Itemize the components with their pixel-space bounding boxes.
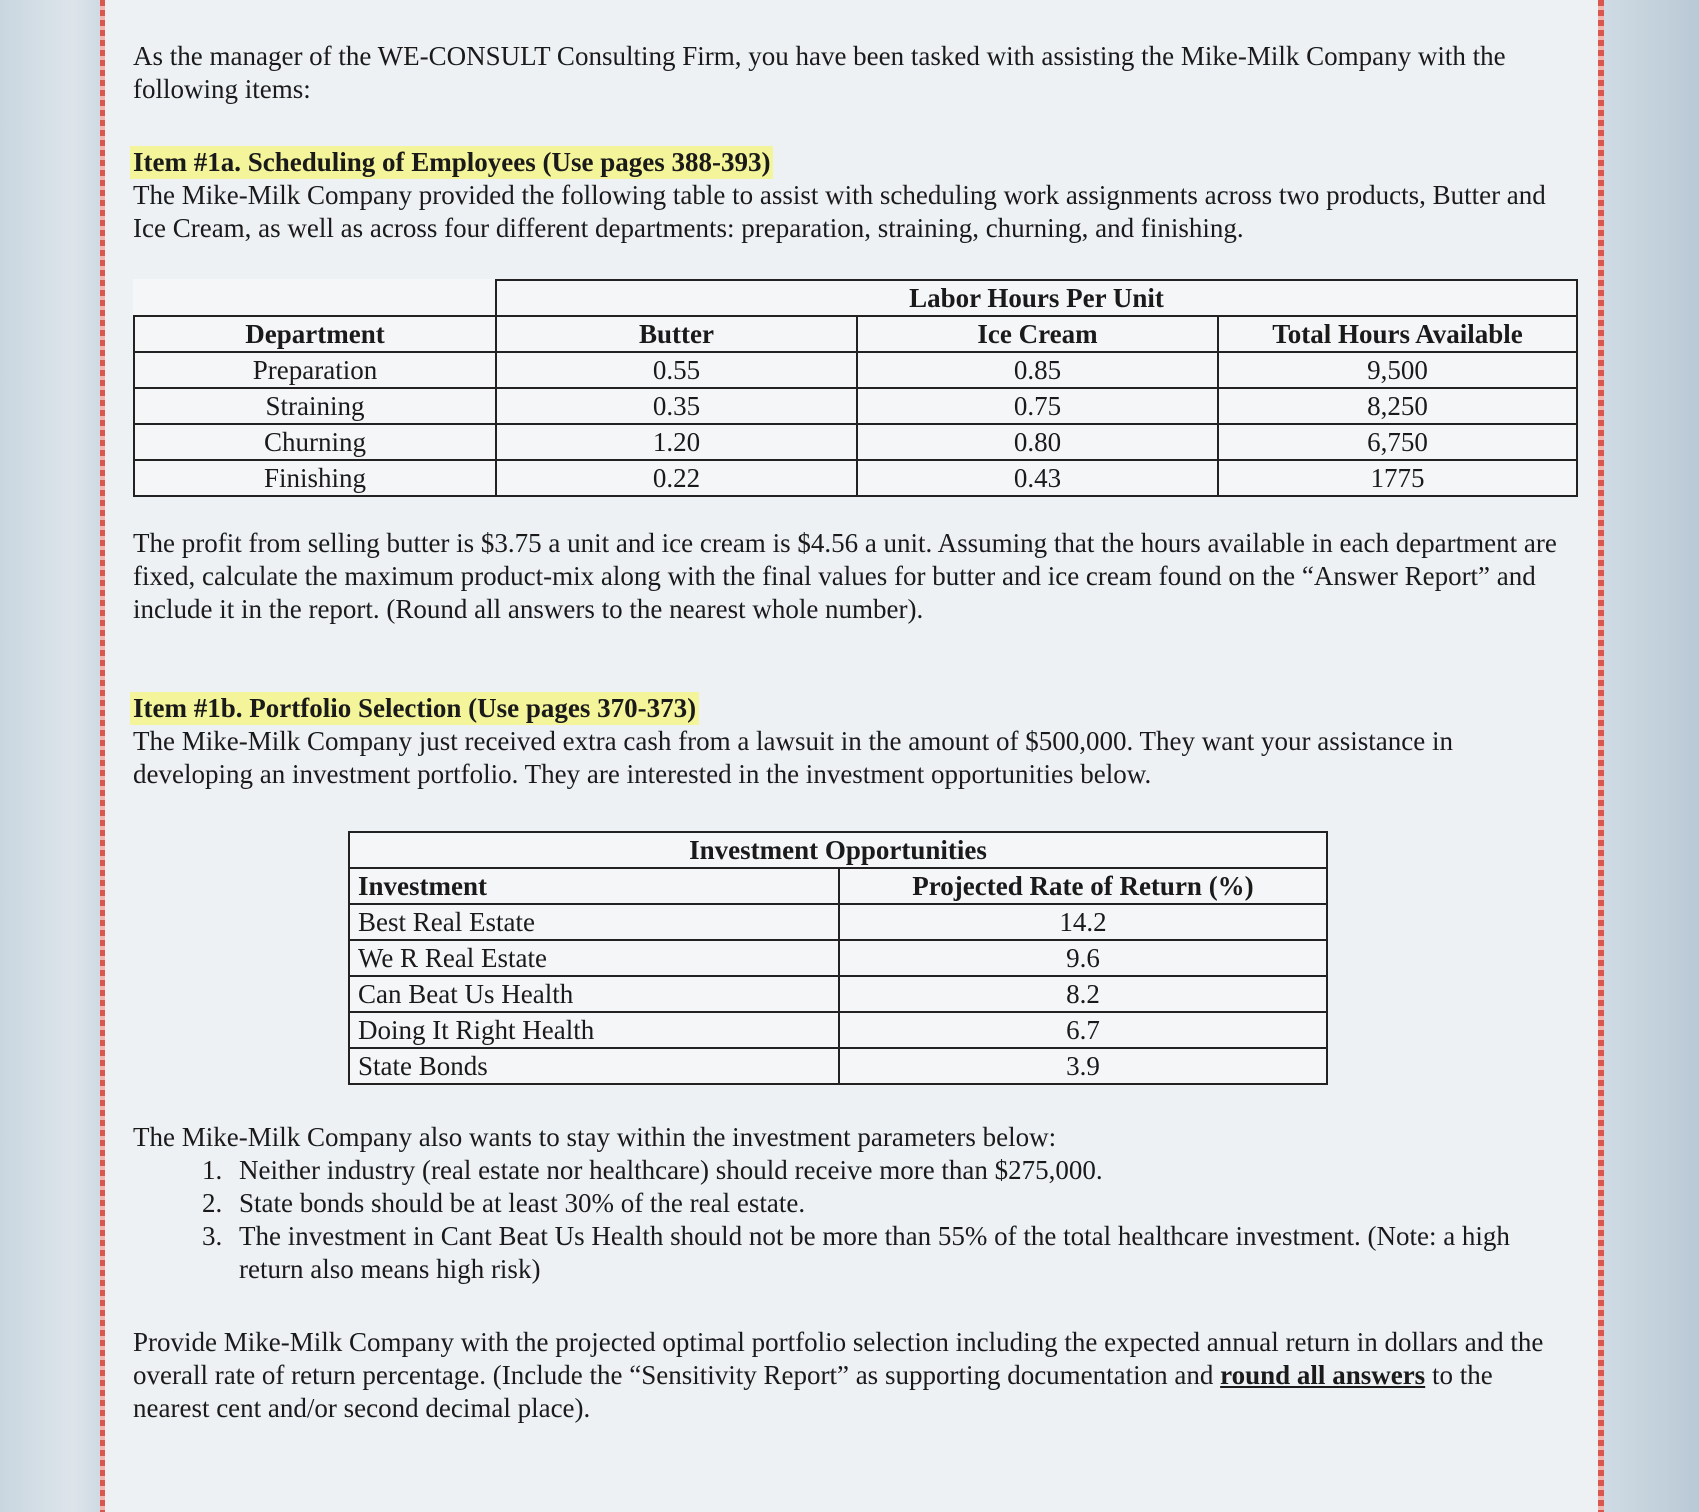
investment-cell: We R Real Estate [349,940,839,976]
labor-table-caption-row [134,280,1577,316]
labor-hours-table [133,279,1578,497]
table-row [349,976,1327,1012]
item-1a-section [133,146,1573,626]
hours-cell: 6,750 [1218,424,1577,460]
labor-table-header-row [134,316,1577,352]
header-department: Department [134,316,496,352]
item-1b-title: Item #1b. Portfolio Selection (Use pages 370-373) [130,692,699,725]
investment-cell: State Bonds [349,1048,839,1084]
item-1a-question: The profit from selling butter is $3.75 a unit and ice cream is $4.56 a unit. Assuming that the hours available in each department are fixed, calculate the maximum product-mix along with the final values for butter and ice cream found on the “Answer Report” and include it in the report. (Round all answers to the nearest whole number). [133,528,1557,624]
hours-cell: 9,500 [1218,352,1577,388]
header-rate-of-return: Projected Rate of Return (%) [839,868,1327,904]
butter-cell: 0.55 [496,352,857,388]
final-instructions-text: Provide Mike-Milk Company with the projected optimal portfolio selection including the expected annual return in dollars and the overall rate of return percentage. (Include the “Sensitivity Report” as supporting documentation and [133,1327,1544,1390]
investment-cell: Can Beat Us Health [349,976,839,1012]
table-row [349,1012,1327,1048]
header-ice-cream: Ice Cream [857,316,1218,352]
butter-cell: 0.35 [496,388,857,424]
rate-cell: 9.6 [839,940,1327,976]
item-1a-description: The Mike-Milk Company provided the following table to assist with scheduling work assignments across two products, Butter and Ice Cream, as well as across four different departments: preparation, straining, churning, and finishing. [133,180,1546,243]
list-item: 3. The investment in Cant Beat Us Health should not be more than 55% of the total healthcare investment. (Note: a high return also means high risk) [229,1220,1573,1286]
ice-cream-cell: 0.85 [857,352,1218,388]
item-1b-section [133,692,1573,1425]
list-item: 2. State bonds should be at least 30% of the real estate. [229,1187,1573,1220]
investment-table [348,831,1328,1085]
table-row [349,940,1327,976]
investment-table-caption-row [349,832,1327,868]
table-row [134,388,1577,424]
investment-cell: Doing It Right Health [349,1012,839,1048]
item-1a-title: Item #1a. Scheduling of Employees (Use pages 388-393) [130,146,773,179]
final-instructions-tail: to the nearest cent and/or second decimal place). [133,1360,1493,1423]
header-butter: Butter [496,316,857,352]
table-row [349,1048,1327,1084]
table-row [134,460,1577,496]
hours-cell: 1775 [1218,460,1577,496]
dept-cell: Preparation [134,352,496,388]
final-instructions [133,1326,1573,1425]
document-page [105,0,1598,1512]
parameters-intro: The Mike-Milk Company also wants to stay within the investment parameters below: [133,1122,1057,1152]
investment-table-caption: Investment Opportunities [349,832,1327,868]
butter-cell: 0.22 [496,460,857,496]
ice-cream-cell: 0.80 [857,424,1218,460]
table-row [349,904,1327,940]
monitor-left-edge [0,0,104,1512]
header-investment: Investment [349,868,839,904]
investment-cell: Best Real Estate [349,904,839,940]
labor-table-caption: Labor Hours Per Unit [496,280,1577,316]
monitor-right-edge [1604,0,1699,1512]
rate-cell: 3.9 [839,1048,1327,1084]
investment-table-header-row [349,868,1327,904]
document-content [133,40,1573,1425]
item-1b-description: The Mike-Milk Company just received extra cash from a lawsuit in the amount of $500,000. They want your assistance in developing an investment portfolio. They are interested in the investment opportunities below. [133,726,1453,789]
ice-cream-cell: 0.75 [857,388,1218,424]
dept-cell: Finishing [134,460,496,496]
final-instructions-emphasis: round all answers [1220,1360,1426,1390]
table-row [134,424,1577,460]
dept-cell: Churning [134,424,496,460]
rate-cell: 8.2 [839,976,1327,1012]
parameters-list [133,1154,1573,1286]
table-row [134,352,1577,388]
list-item: 1. Neither industry (real estate nor healthcare) should receive more than $275,000. [229,1154,1573,1187]
hours-cell: 8,250 [1218,388,1577,424]
butter-cell: 1.20 [496,424,857,460]
header-total-hours: Total Hours Available [1218,316,1577,352]
rate-cell: 14.2 [839,904,1327,940]
ice-cream-cell: 0.43 [857,460,1218,496]
dept-cell: Straining [134,388,496,424]
rate-cell: 6.7 [839,1012,1327,1048]
intro-paragraph: As the manager of the WE-CONSULT Consulting Firm, you have been tasked with assisting the Mike-Milk Company with the following items: [133,41,1506,104]
